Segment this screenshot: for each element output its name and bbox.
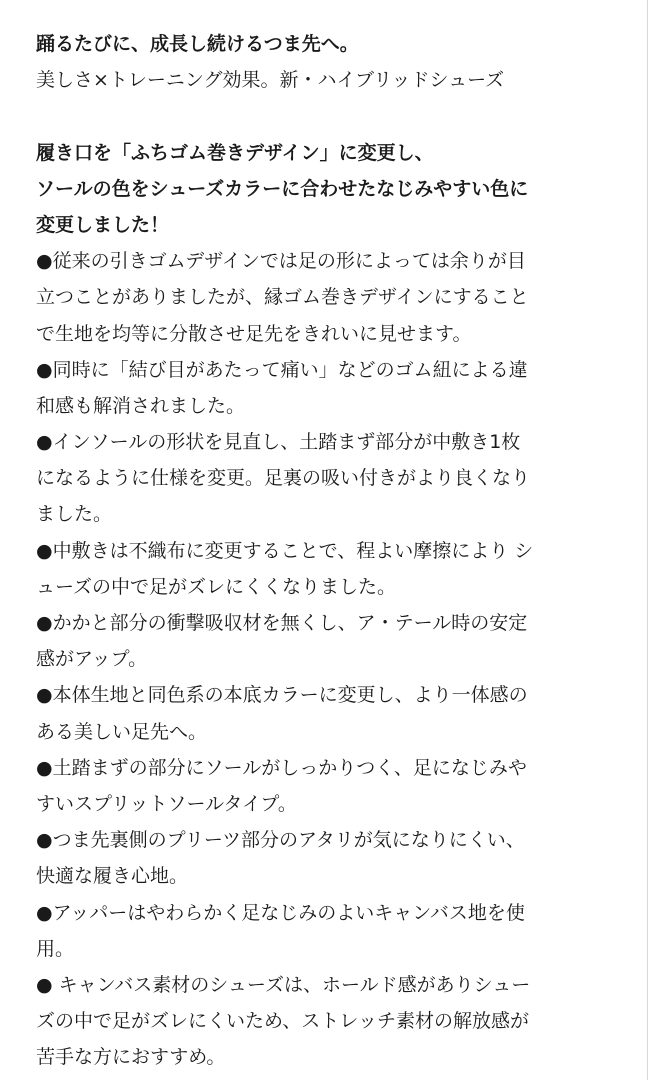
feature-item: [36, 677, 616, 749]
feature-text: ズの中で足がズレにくいため、ストレッチ素材の解放感が: [36, 1010, 530, 1033]
feature-item: [36, 822, 616, 894]
feature-item: [36, 967, 616, 1076]
update-notice-line: ソールの色をシューズカラーに合わせたなじみやすい色に: [36, 177, 529, 200]
update-notice-line: 履き口を「ふちゴム巻きデザイン」に変更し、: [36, 141, 434, 164]
feature-item: [36, 424, 616, 533]
feature-text: ました。: [36, 503, 113, 526]
feature-text: 苦手な方におすすめ。: [36, 1046, 226, 1069]
feature-text: ●同時に「結び目があたって痛い」などのゴム紐による違: [36, 358, 528, 381]
feature-text: ●つま先裏側のプリーツ部分のアタリが気になりにくい、: [36, 829, 525, 852]
feature-text: になるように仕様を変更。足裏の吸い付きがより良くなり: [36, 467, 531, 490]
feature-item: [36, 352, 616, 424]
feature-text: ある美しい足先へ。: [36, 720, 208, 743]
feature-item: [36, 605, 616, 677]
feature-text: ●中敷きは不織布に変更することで、程よい摩擦により シ: [36, 539, 534, 562]
product-description: [36, 26, 616, 1075]
feature-text: 和感も解消されました。: [36, 394, 246, 417]
feature-item: [36, 533, 616, 605]
update-notice-line: 変更しました！: [36, 213, 170, 236]
headline-title: 踊るたびに、成長し続けるつま先へ。: [36, 33, 359, 55]
feature-text: ●かかと部分の衝撃吸収材を無くし、ア・テール時の安定: [36, 612, 528, 634]
feature-text: 感がアップ。: [36, 648, 148, 671]
feature-text: ●インソールの形状を見直し、土踏まず部分が中敷き1枚: [36, 431, 521, 454]
feature-item: [36, 750, 616, 822]
headline-subtitle: 美しさ×トレーニング効果。新・ハイブリッドシューズ: [36, 69, 505, 92]
feature-text: ●従来の引きゴムデザインでは足の形によっては余りが目: [36, 250, 526, 273]
feature-item: [36, 243, 616, 352]
spacer: [36, 98, 616, 134]
update-notice: [36, 135, 616, 244]
feature-text: ●土踏まずの部分にソールがしっかりつく、足になじみや: [36, 756, 527, 779]
feature-text: 快適な履き心地。: [36, 865, 189, 888]
feature-item: [36, 895, 616, 967]
feature-text: ●本体生地と同色系の本底カラーに変更し、より一体感の: [36, 684, 528, 707]
feature-text: ● キャンバス素材のシューズは、ホールド感がありシュー: [36, 973, 531, 996]
feature-text: 立つことがありましたが、縁ゴム巻きデザインにすること: [36, 286, 529, 309]
feature-text: すいスプリットソールタイプ。: [36, 792, 297, 815]
feature-text: ●アッパーはやわらかく足なじみのよいキャンバス地を使: [36, 901, 525, 924]
feature-text: 用。: [36, 937, 75, 960]
feature-text: で生地を均等に分散させ足先をきれいに見せます。: [36, 322, 472, 345]
feature-text: ューズの中で足がズレにくくなりました。: [36, 575, 397, 598]
